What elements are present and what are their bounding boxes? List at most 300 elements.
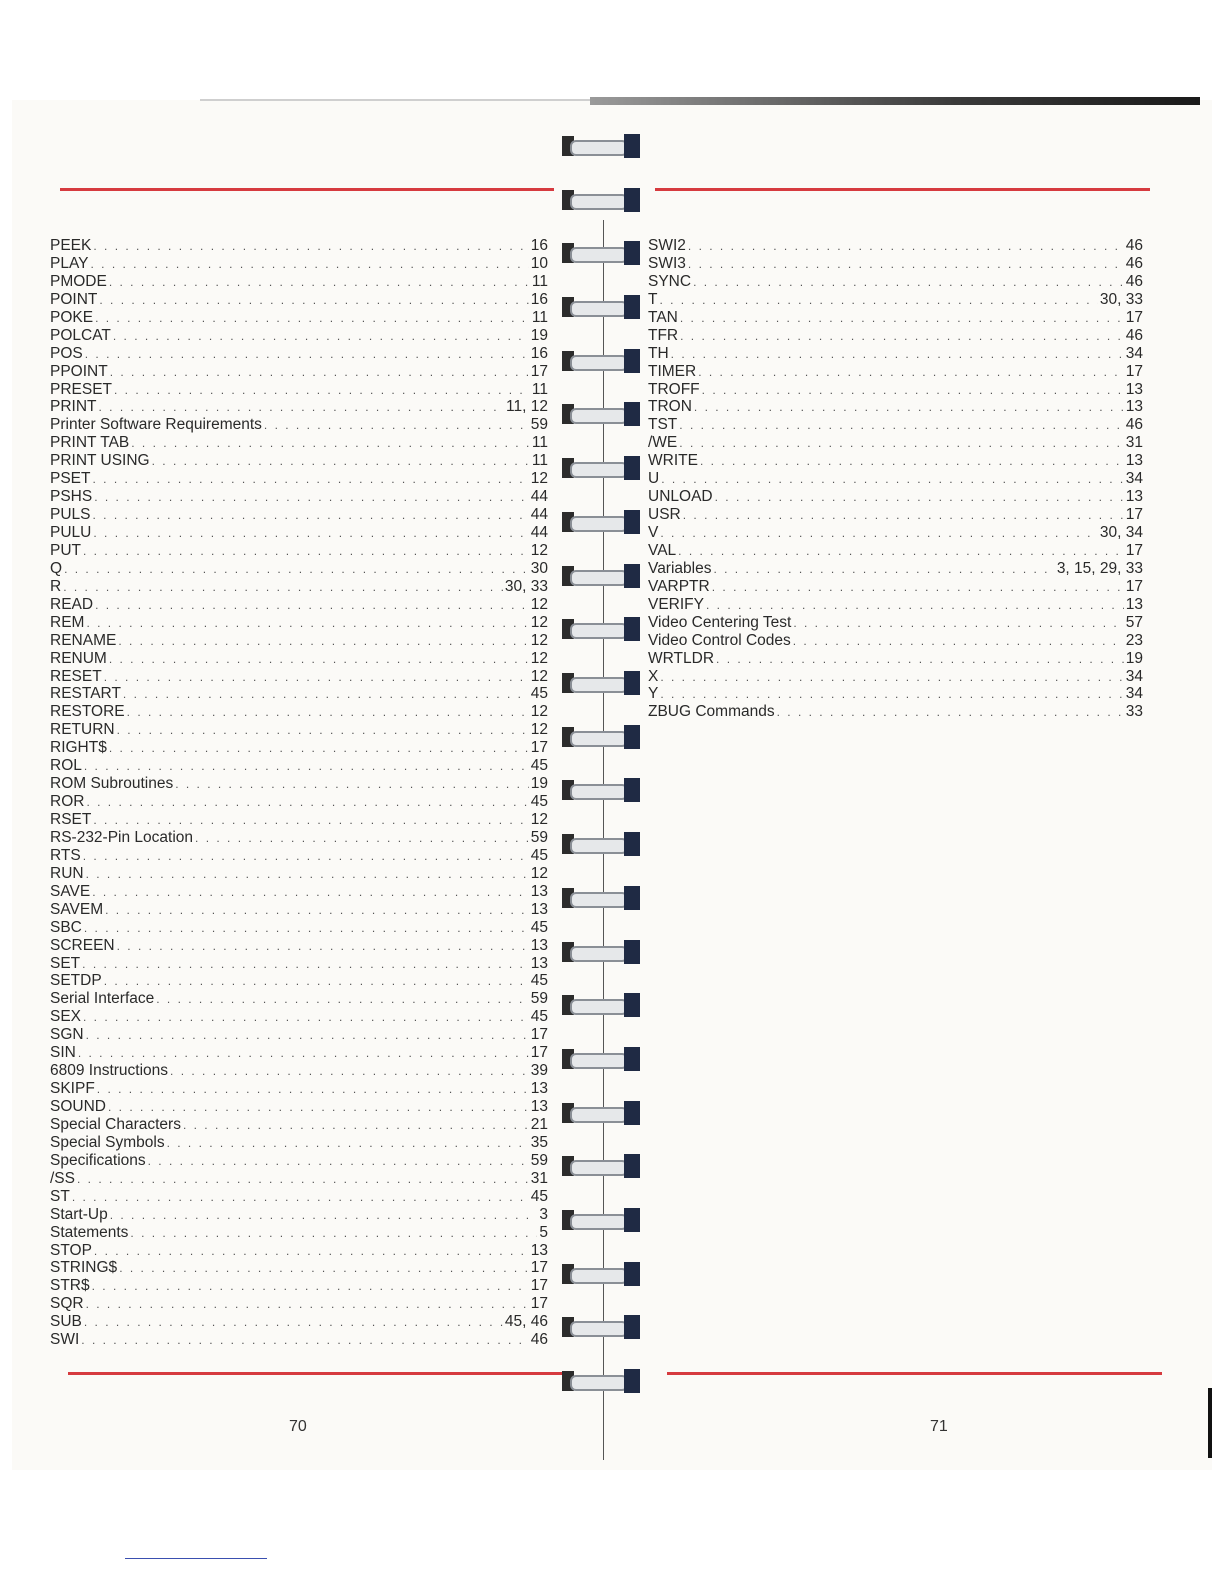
index-page-refs: 13 <box>530 1080 548 1098</box>
dot-leader <box>93 525 528 543</box>
dot-leader <box>63 579 503 597</box>
index-entry <box>50 291 548 309</box>
index-entry <box>648 255 1143 273</box>
index-entry <box>648 614 1143 632</box>
index-term: SWI2 <box>648 237 686 254</box>
binding-coil <box>560 1099 644 1127</box>
dot-leader <box>679 435 1123 453</box>
index-page-refs: 21 <box>530 1115 548 1133</box>
index-entry <box>50 1331 548 1349</box>
index-term: RESTORE <box>50 703 125 721</box>
index-page-refs: 5 <box>539 1223 548 1241</box>
index-page-refs: 31 <box>1125 434 1143 452</box>
index-entry <box>50 1188 548 1206</box>
dot-leader <box>104 669 529 687</box>
index-page-refs: 46 <box>1125 254 1143 272</box>
index-entry <box>50 273 548 291</box>
binding-coil <box>560 938 644 966</box>
index-page-refs: 34 <box>1125 667 1143 685</box>
dot-leader <box>99 292 528 310</box>
index-term: SEX <box>50 1008 82 1026</box>
index-term: SUB <box>50 1313 82 1331</box>
dot-leader <box>264 417 529 435</box>
index-term: SIN <box>50 1044 76 1062</box>
dot-leader <box>86 1296 529 1314</box>
index-term: UNLOAD <box>648 488 713 506</box>
index-term: SWI <box>50 1331 80 1349</box>
binding-coil <box>560 400 644 428</box>
index-entry <box>648 542 1143 560</box>
index-term: Printer Software Requirements <box>50 416 262 434</box>
dot-leader <box>660 669 1123 687</box>
index-page-refs: 17 <box>530 362 548 380</box>
index-page-refs: 10 <box>530 254 548 272</box>
bottom-right-red-rule <box>667 1372 1162 1375</box>
binding-coil <box>560 1367 644 1395</box>
index-entry <box>50 775 548 793</box>
index-page-refs: 12 <box>530 649 548 667</box>
dot-leader <box>123 686 529 704</box>
index-term: WRITE <box>648 452 698 470</box>
index-entry <box>50 488 548 506</box>
index-page-refs: 13 <box>530 1098 548 1115</box>
index-page-refs: 16 <box>530 237 548 254</box>
dot-leader <box>105 902 529 920</box>
dot-leader <box>108 1099 529 1117</box>
index-entry <box>50 470 548 488</box>
dot-leader <box>127 704 529 722</box>
index-page-refs: 17 <box>530 1026 548 1044</box>
index-entry <box>50 596 548 614</box>
index-entry <box>50 560 548 578</box>
index-entry <box>50 1277 548 1295</box>
index-entry <box>50 327 548 345</box>
dot-leader <box>82 956 529 974</box>
binding-coil <box>560 615 644 643</box>
index-page-refs: 12 <box>530 613 548 631</box>
dot-leader <box>93 812 528 830</box>
index-entry <box>648 578 1143 596</box>
index-page-refs: 46 <box>1125 237 1143 254</box>
index-page-refs: 19 <box>530 326 548 344</box>
index-page-refs: 13 <box>1125 452 1143 470</box>
page-number-right: 71 <box>930 1418 948 1435</box>
index-page-refs: 12 <box>530 811 548 828</box>
index-entry <box>50 919 548 937</box>
index-term: Specifications <box>50 1151 146 1169</box>
index-page-refs: 45, 46 <box>504 1313 548 1331</box>
index-page-refs: 45 <box>530 972 548 990</box>
index-term: TFR <box>648 326 679 344</box>
index-page-refs: 16 <box>530 344 548 362</box>
index-page-refs: 31 <box>530 1169 548 1187</box>
index-page-refs: 45 <box>530 1008 548 1026</box>
dot-leader <box>777 704 1124 722</box>
index-page-refs: 17 <box>530 1295 548 1313</box>
index-page-refs: 16 <box>530 290 548 308</box>
dot-leader <box>92 471 528 489</box>
index-term: ZBUG Commands <box>648 703 775 721</box>
dot-leader <box>671 346 1124 364</box>
index-entry <box>648 560 1143 578</box>
index-page-refs: 19 <box>530 775 548 793</box>
index-term: PSET <box>50 470 91 488</box>
index-term: RIGHT$ <box>50 739 107 757</box>
index-entry <box>648 416 1143 434</box>
index-entry <box>50 865 548 883</box>
dot-leader <box>99 399 505 417</box>
dot-leader <box>109 740 529 758</box>
index-entry <box>50 381 548 399</box>
dot-leader <box>700 453 1124 471</box>
dot-leader <box>713 561 1054 579</box>
index-page-refs: 45 <box>530 757 548 775</box>
index-page-refs: 17 <box>1125 577 1143 595</box>
index-page-refs: 45 <box>530 685 548 703</box>
index-term: /SS <box>50 1169 75 1187</box>
index-term: U <box>648 470 660 488</box>
index-term: PMODE <box>50 272 107 290</box>
dot-leader <box>78 1045 529 1063</box>
dot-leader <box>84 758 529 776</box>
index-term: RENAME <box>50 631 117 649</box>
index-entry <box>50 1044 548 1062</box>
index-term: RENUM <box>50 649 107 667</box>
dot-leader <box>110 1207 538 1225</box>
binding-coil <box>560 776 644 804</box>
index-entry <box>648 506 1143 524</box>
index-entry <box>50 1295 548 1313</box>
dot-leader <box>64 561 529 579</box>
dot-leader <box>85 346 529 364</box>
index-term: 6809 Instructions <box>50 1062 169 1080</box>
index-entry <box>50 1008 548 1026</box>
binding-coil <box>560 991 644 1019</box>
index-page-refs: 13 <box>1125 398 1143 416</box>
index-page-refs: 46 <box>1125 416 1143 434</box>
index-term: SOUND <box>50 1098 106 1115</box>
index-page-refs: 12 <box>530 631 548 649</box>
index-term: TROFF <box>648 380 700 398</box>
index-term: SCREEN <box>50 936 115 954</box>
index-term: SKIPF <box>50 1080 95 1098</box>
binding-coil <box>560 562 644 590</box>
binding-coil <box>560 1206 644 1234</box>
dot-leader <box>104 973 529 991</box>
index-entry <box>50 1134 548 1152</box>
dot-leader <box>81 1332 528 1350</box>
index-page-refs: 13 <box>1125 380 1143 398</box>
index-entry <box>648 685 1143 703</box>
index-entry <box>50 614 548 632</box>
index-page-refs: 44 <box>530 524 548 541</box>
dot-leader <box>130 1225 537 1243</box>
dot-leader <box>109 274 530 292</box>
index-term: PRINT <box>50 398 97 416</box>
page-edge-shadow <box>200 99 600 101</box>
index-term: WRTLDR <box>648 649 715 667</box>
dot-leader <box>93 507 529 525</box>
dot-leader <box>659 292 1097 310</box>
index-entry <box>50 937 548 955</box>
index-term: Serial Interface <box>50 990 155 1008</box>
index-entry <box>50 1152 548 1170</box>
dot-leader <box>92 1278 529 1296</box>
index-page-refs: 46 <box>1125 326 1143 344</box>
index-page-refs: 59 <box>530 1151 548 1169</box>
index-column-right <box>648 237 1143 721</box>
index-entry <box>50 901 548 919</box>
index-page-refs: 17 <box>530 1277 548 1295</box>
dot-leader <box>702 382 1124 400</box>
index-term: SET <box>50 954 81 972</box>
dot-leader <box>167 1135 529 1153</box>
index-term: RSET <box>50 811 92 828</box>
dot-leader <box>706 597 1124 615</box>
index-page-refs: 30 <box>530 559 548 577</box>
dot-leader <box>715 489 1124 507</box>
index-term: SAVEM <box>50 900 104 918</box>
index-page-refs: 39 <box>530 1062 548 1080</box>
index-page-refs: 46 <box>1125 272 1143 290</box>
index-page-refs: 11 <box>531 452 548 470</box>
dot-leader <box>84 1314 503 1332</box>
index-entry <box>648 327 1143 345</box>
dot-leader <box>77 1171 529 1189</box>
index-term: VAL <box>648 541 677 559</box>
binding-coil <box>560 239 644 267</box>
index-entry <box>50 434 548 452</box>
index-page-refs: 13 <box>530 936 548 954</box>
index-term: POINT <box>50 290 98 308</box>
dot-leader <box>94 1243 529 1261</box>
dot-leader <box>683 507 1124 525</box>
binding-coil <box>560 884 644 912</box>
index-page-refs: 17 <box>530 1044 548 1062</box>
index-page-refs: 12 <box>530 703 548 721</box>
dot-leader <box>95 310 530 328</box>
index-page-refs: 57 <box>1125 613 1143 631</box>
index-page-refs: 13 <box>530 882 548 900</box>
index-entry <box>648 363 1143 381</box>
index-entry <box>50 1116 548 1134</box>
dot-leader <box>91 256 529 274</box>
index-term: PEEK <box>50 237 92 254</box>
index-entry <box>50 739 548 757</box>
index-term: Special Symbols <box>50 1133 165 1151</box>
index-entry <box>648 596 1143 614</box>
index-term: Y <box>648 685 659 703</box>
dot-leader <box>110 364 529 382</box>
index-entry <box>50 345 548 363</box>
index-entry <box>50 632 548 650</box>
binding-coil <box>560 830 644 858</box>
index-page-refs: 59 <box>530 416 548 434</box>
index-term: SGN <box>50 1026 84 1044</box>
index-term: Start-Up <box>50 1205 108 1223</box>
index-page-refs: 11 <box>531 380 548 398</box>
index-term: PRESET <box>50 380 113 398</box>
index-entry <box>50 363 548 381</box>
index-entry <box>50 972 548 990</box>
index-page-refs: 12 <box>530 864 548 882</box>
dot-leader <box>83 543 529 561</box>
index-term: /WE <box>648 434 678 452</box>
index-page-refs: 11, 12 <box>506 398 548 416</box>
index-term: T <box>648 290 658 308</box>
page-number-left: 70 <box>289 1418 307 1435</box>
index-term: X <box>648 667 659 685</box>
index-page-refs: 23 <box>1125 631 1143 649</box>
dot-leader <box>117 938 529 956</box>
index-page-refs: 17 <box>530 1259 548 1277</box>
binding-coil <box>560 1313 644 1341</box>
index-entry <box>50 955 548 973</box>
index-entry <box>50 506 548 524</box>
index-entry <box>50 668 548 686</box>
index-term: PLAY <box>50 254 89 272</box>
index-term: USR <box>648 506 681 524</box>
dot-leader <box>86 866 529 884</box>
dot-leader <box>170 1063 529 1081</box>
index-page-refs: 13 <box>1125 595 1143 613</box>
dot-leader <box>119 1260 529 1278</box>
index-term: POS <box>50 344 83 362</box>
index-entry <box>50 309 548 327</box>
page-edge-mark <box>1208 1388 1212 1458</box>
binding-coil <box>560 454 644 482</box>
index-term: Video Centering Test <box>648 613 792 631</box>
dot-leader <box>152 453 530 471</box>
index-term: ST <box>50 1187 70 1205</box>
dot-leader <box>679 417 1123 435</box>
index-page-refs: 11 <box>531 308 548 326</box>
index-term: RUN <box>50 864 84 882</box>
index-entry <box>50 1098 548 1116</box>
index-term: VARPTR <box>648 577 710 595</box>
index-term: R <box>50 577 62 595</box>
index-term: REM <box>50 613 85 631</box>
index-entry <box>50 703 548 721</box>
index-entry <box>648 632 1143 650</box>
dot-leader <box>72 1189 529 1207</box>
index-entry <box>648 381 1143 399</box>
index-page-refs: 34 <box>1125 470 1143 488</box>
index-page-refs: 17 <box>1125 541 1143 559</box>
binding-coil <box>560 669 644 697</box>
index-term: RS-232-Pin Location <box>50 828 194 846</box>
index-entry <box>50 1062 548 1080</box>
index-page-refs: 30, 33 <box>1099 290 1143 308</box>
index-term: RESET <box>50 667 102 685</box>
index-page-refs: 45 <box>530 793 548 811</box>
index-entry <box>50 793 548 811</box>
index-term: SWI3 <box>648 254 686 272</box>
index-page-refs: 45 <box>530 918 548 936</box>
index-term: PULU <box>50 524 92 541</box>
binding-coil <box>560 508 644 536</box>
index-entry <box>50 416 548 434</box>
index-column-left <box>50 237 548 1349</box>
dot-leader <box>97 1081 529 1099</box>
index-page-refs: 44 <box>530 506 548 524</box>
index-page-refs: 11 <box>531 272 548 290</box>
index-entry <box>648 650 1143 668</box>
index-term: TIMER <box>648 362 697 380</box>
index-entry <box>50 1170 548 1188</box>
scan-artifact-line <box>125 1558 267 1559</box>
index-term: PULS <box>50 506 91 524</box>
dot-leader <box>660 686 1123 704</box>
index-entry <box>648 470 1143 488</box>
index-entry <box>50 811 548 829</box>
bottom-left-red-rule <box>68 1372 563 1375</box>
index-term: PUT <box>50 541 81 559</box>
index-page-refs: 45 <box>530 1187 548 1205</box>
dot-leader <box>86 794 528 812</box>
binding-coil <box>560 186 644 214</box>
dot-leader <box>661 471 1124 489</box>
index-term: TRON <box>648 398 692 416</box>
dot-leader <box>113 328 529 346</box>
index-term: PPOINT <box>50 362 108 380</box>
index-page-refs: 34 <box>1125 344 1143 362</box>
index-entry <box>50 524 548 542</box>
index-entry <box>50 990 548 1008</box>
index-term: SAVE <box>50 882 91 900</box>
index-page-refs: 17 <box>1125 506 1143 524</box>
index-term: POLCAT <box>50 326 111 344</box>
index-term: RTS <box>50 846 81 864</box>
binding-coil <box>560 347 644 375</box>
index-entry <box>50 1313 548 1331</box>
index-page-refs: 11 <box>531 434 548 452</box>
index-page-refs: 35 <box>530 1133 548 1151</box>
index-term: READ <box>50 595 94 613</box>
index-page-refs: 17 <box>1125 362 1143 380</box>
index-entry <box>648 291 1143 309</box>
index-term: SYNC <box>648 272 692 290</box>
index-term: PRINT TAB <box>50 434 130 452</box>
index-term: SBC <box>50 918 82 936</box>
dot-leader <box>680 310 1124 328</box>
index-entry <box>50 1224 548 1242</box>
index-page-refs: 17 <box>1125 308 1143 326</box>
binding-coil <box>560 293 644 321</box>
dot-leader <box>86 1027 529 1045</box>
dot-leader <box>117 722 529 740</box>
index-entry <box>50 847 548 865</box>
index-term: STRING$ <box>50 1259 118 1277</box>
dot-leader <box>195 830 529 848</box>
index-page-refs: 3 <box>539 1205 548 1223</box>
index-entry <box>648 703 1143 721</box>
binding-coil <box>560 1260 644 1288</box>
index-term: SETDP <box>50 972 102 990</box>
index-term: TAN <box>648 308 678 326</box>
dot-leader <box>148 1153 529 1171</box>
dot-leader <box>688 256 1124 274</box>
dot-leader <box>93 238 528 256</box>
index-entry <box>50 685 548 703</box>
dot-leader <box>84 920 529 938</box>
index-page-refs: 13 <box>530 900 548 918</box>
index-entry <box>50 1242 548 1260</box>
index-page-refs: 34 <box>1125 685 1143 703</box>
index-entry <box>648 524 1143 542</box>
index-term: PRINT USING <box>50 452 150 470</box>
index-entry <box>50 452 548 470</box>
